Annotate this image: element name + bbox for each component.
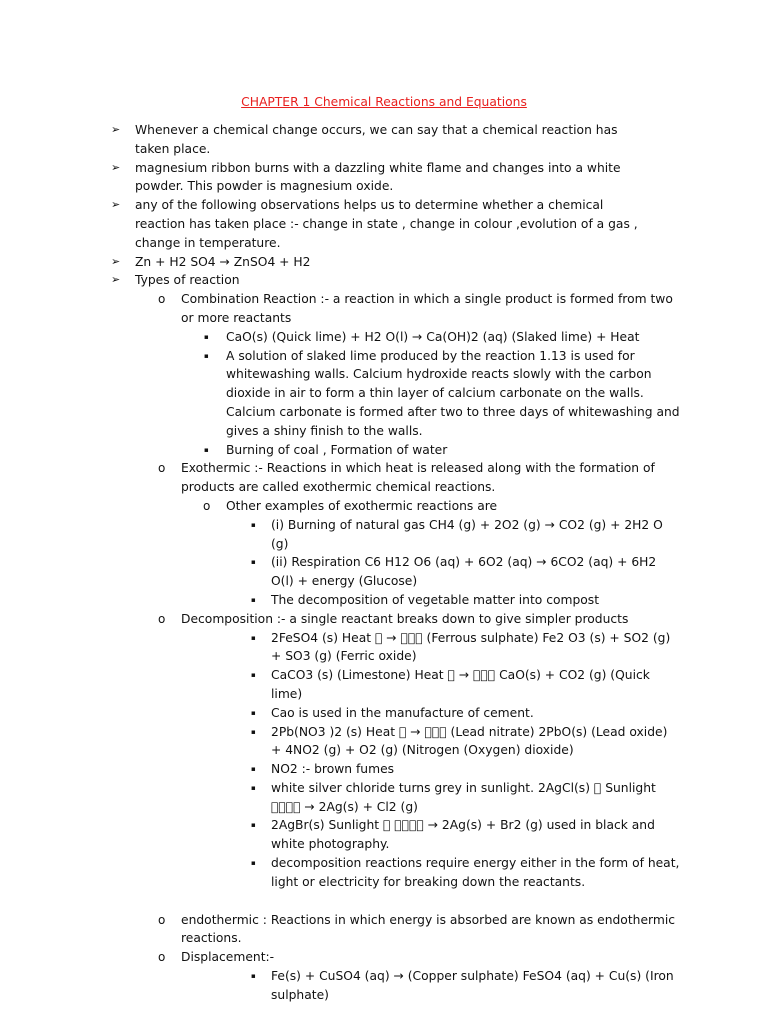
item-text: Cao is used in the manufacture of cement. <box>271 705 534 720</box>
list-item <box>251 629 681 667</box>
square-bullet-icon: ▪ <box>251 633 256 642</box>
list-item <box>111 271 655 290</box>
square-bullet-icon: ▪ <box>251 671 256 680</box>
list-item <box>251 516 681 554</box>
item-text: CaCO3 (s) (Limestone) Heat   →     CaO(s) + CO2 (g) (Quick lime) <box>271 668 650 701</box>
circle-bullet-icon: o <box>158 292 166 307</box>
item-text: (i) Burning of natural gas CH4 (g) + 2O2 (g) → CO2 (g) + 2H2 O (g) <box>271 517 663 551</box>
item-text: 2Pb(NO3 )2 (s) Heat   →     (Lead nitrate) 2PbO(s) (Lead oxide) + 4NO2 (g) + O2 (g) (Nitrogen (Oxygen) dioxide) <box>271 724 668 758</box>
list-item <box>203 497 676 516</box>
item-text: The decomposition of vegetable matter into compost <box>271 592 600 607</box>
list-item <box>251 779 681 817</box>
list-item <box>251 816 681 854</box>
item-text: decomposition reactions require energy either in the form of heat, light or electricity for breaking down the reactants. <box>271 856 680 889</box>
circle-bullet-icon: o <box>158 461 166 476</box>
list-item-combination <box>158 290 681 328</box>
item-text: A solution of slaked lime produced by the reaction 1.13 is used for whitewashing walls. Calcium hydroxide reacts slowly with the carbon dioxide in air to form a thin layer of calcium carbonate on the walls. Calcium carbonate is formed after two to three days of whitewashing and gives a shiny finish to the walls. <box>226 348 680 438</box>
list-item <box>251 666 681 704</box>
square-bullet-icon: ▪ <box>251 727 256 736</box>
item-text: white silver chloride turns grey in sunlight. 2AgCl(s)   Sunlight      → 2Ag(s) + Cl2 (g) <box>271 780 656 814</box>
square-bullet-icon: ▪ <box>204 332 209 341</box>
square-bullet-icon: ▪ <box>251 595 256 604</box>
square-bullet-icon: ▪ <box>204 351 209 360</box>
item-text: 2AgBr(s) Sunlight        → 2Ag(s) + Br2 (g) used in black and white photography. <box>271 818 655 852</box>
list-item <box>251 591 681 610</box>
item-text: Zn + H2 SO4 → ZnSO4 + H2 <box>135 254 311 269</box>
item-text: magnesium ribbon burns with a dazzling white flame and changes into a white powder. This powder is magnesium oxide. <box>135 160 621 194</box>
circle-bullet-icon: o <box>158 611 166 626</box>
item-text: CaO(s) (Quick lime) + H2 O(l) → Ca(OH)2 (aq) (Slaked lime) + Heat <box>226 329 640 344</box>
circle-bullet-icon: o <box>158 912 166 927</box>
square-bullet-icon: ▪ <box>251 558 256 567</box>
list-item-decomposition <box>158 610 681 629</box>
list-item <box>111 253 655 272</box>
square-bullet-icon: ▪ <box>251 708 256 717</box>
square-bullet-icon: ▪ <box>251 821 256 830</box>
list-item <box>251 967 681 1005</box>
list-item <box>251 704 681 723</box>
item-text: NO2 :- brown fumes <box>271 762 395 777</box>
item-text: Burning of coal , Formation of water <box>226 442 448 457</box>
list-item <box>251 723 681 761</box>
item-text: Displacement:- <box>181 950 275 965</box>
square-bullet-icon: ▪ <box>251 859 256 868</box>
item-text: Combination Reaction :- a reaction in which a single product is formed from two or more reactants <box>181 292 673 325</box>
arrow-bullet-icon: ➢ <box>111 160 121 174</box>
item-text: (ii) Respiration C6 H12 O6 (aq) + 6O2 (aq) → 6CO2 (aq) + 6H2 O(l) + energy (Glucose) <box>271 555 657 589</box>
notes-list <box>0 121 768 1005</box>
item-text: any of the following observations helps us to determine whether a chemical reaction has taken place :- change in state , change in colour ,evolution of a gas , change in temperature. <box>135 198 638 250</box>
item-text: Other examples of exothermic reactions are <box>226 498 498 513</box>
list-item <box>111 196 655 252</box>
chapter-title: CHAPTER 1 Chemical Reactions and Equations <box>241 95 527 109</box>
item-text: endothermic : Reactions in which energy is absorbed are known as endothermic reactions. <box>181 912 676 946</box>
square-bullet-icon: ▪ <box>251 783 256 792</box>
arrow-bullet-icon: ➢ <box>111 254 121 268</box>
item-text: Decomposition :- a single reactant breaks down to give simpler products <box>181 611 629 626</box>
circle-bullet-icon: o <box>158 950 166 965</box>
list-item <box>111 159 655 197</box>
list-item <box>204 328 681 347</box>
square-bullet-icon: ▪ <box>251 972 256 981</box>
list-item-displacement <box>158 948 681 967</box>
list-item <box>251 760 681 779</box>
list-item <box>251 553 681 591</box>
list-item <box>111 121 655 159</box>
circle-bullet-icon: o <box>203 498 211 513</box>
item-text: Fe(s) + CuSO4 (aq) → (Copper sulphate) FeSO4 (aq) + Cu(s) (Iron sulphate) <box>271 969 674 1002</box>
list-item <box>251 854 681 892</box>
arrow-bullet-icon: ➢ <box>111 273 121 287</box>
arrow-bullet-icon: ➢ <box>111 198 121 212</box>
square-bullet-icon: ▪ <box>251 520 256 529</box>
list-item <box>204 347 681 441</box>
list-item <box>204 441 681 460</box>
square-bullet-icon: ▪ <box>204 445 209 454</box>
item-text: Types of reaction <box>135 273 240 288</box>
item-text: Exothermic :- Reactions in which heat is released along with the formation of products are called exothermic chemical reactions. <box>181 461 655 495</box>
item-text: Whenever a chemical change occurs, we can say that a chemical reaction has taken place. <box>135 123 618 156</box>
square-bullet-icon: ▪ <box>251 765 256 774</box>
spacer <box>0 892 768 911</box>
list-item-endothermic <box>158 911 681 949</box>
item-text: 2FeSO4 (s) Heat   →     (Ferrous sulphate) Fe2 O3 (s) + SO2 (g) + SO3 (g) (Ferric oxide) <box>271 630 671 664</box>
arrow-bullet-icon: ➢ <box>111 123 121 136</box>
list-item-exothermic <box>158 459 681 497</box>
